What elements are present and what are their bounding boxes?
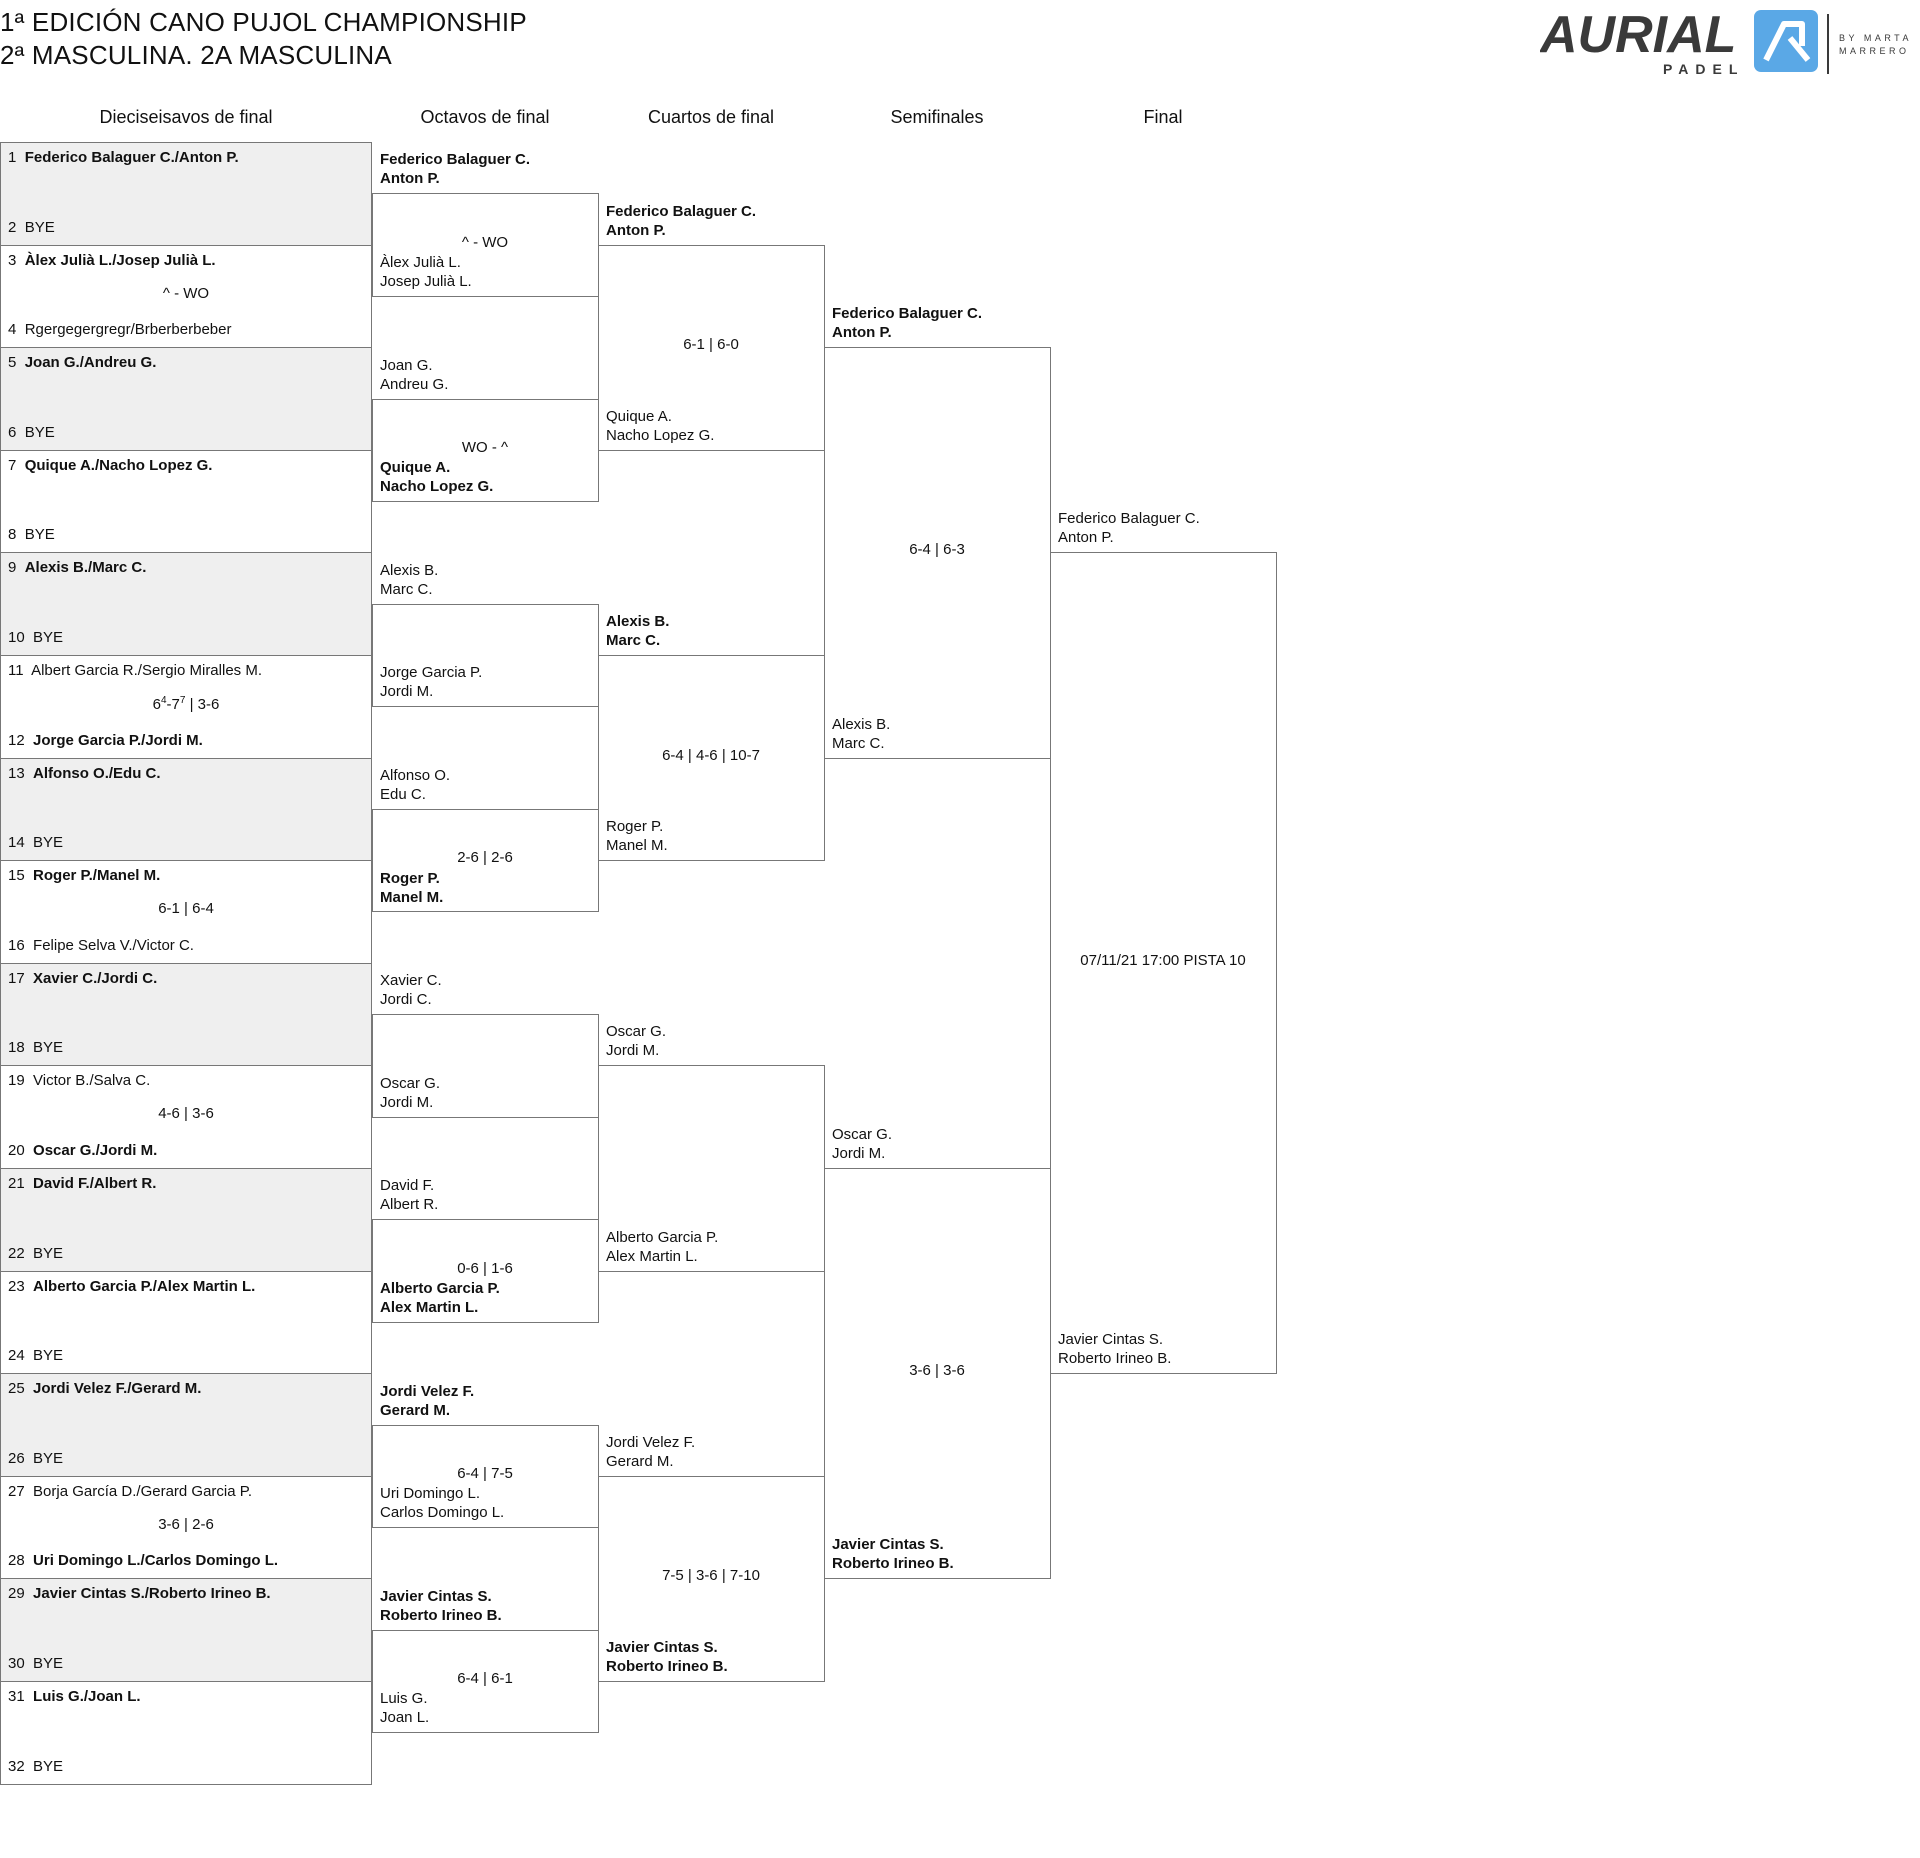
- player-name: Javier Cintas S.: [380, 1587, 492, 1605]
- match-score: [0, 695, 372, 713]
- seed-number: 27: [8, 1482, 25, 1500]
- r32-entry-bottom: [8, 424, 55, 441]
- qf-team-bottom: [606, 1638, 728, 1676]
- player-name: Marc C.: [832, 734, 885, 752]
- player-name: Manel M.: [380, 888, 444, 906]
- team-name: BYE: [33, 629, 64, 646]
- player-name: Alex Martin L.: [606, 1247, 698, 1265]
- seed-number: 21: [8, 1175, 25, 1192]
- team-name: Alberto Garcia P./Alex Martin L.: [33, 1277, 256, 1295]
- player-name: Alberto Garcia P.: [606, 1228, 719, 1246]
- team-name: Federico Balaguer C./Anton P.: [24, 149, 239, 166]
- r32-entry-bottom: [8, 321, 231, 338]
- player-name: Jorge Garcia P.: [380, 664, 483, 682]
- player-name: Oscar G.: [380, 1074, 441, 1092]
- player-name: Gerard M.: [606, 1452, 674, 1470]
- seed-number: 32: [8, 1757, 25, 1775]
- player-name: Jordi M.: [380, 683, 434, 701]
- r16-team-top: [380, 766, 450, 804]
- r32-entry-bottom: [8, 1039, 63, 1056]
- player-name: Federico Balaguer C.: [1058, 510, 1200, 528]
- player-name: David F.: [380, 1177, 435, 1195]
- r32-entry-top: [8, 1072, 150, 1089]
- seed-number: 9: [8, 559, 17, 577]
- qf-team-top: [606, 1433, 695, 1471]
- team-name: Uri Domingo L./Carlos Domingo L.: [33, 1552, 279, 1570]
- team-name: BYE: [33, 1244, 64, 1262]
- seed-number: 23: [8, 1277, 25, 1295]
- match-score: 6-1 | 6-0: [683, 336, 739, 354]
- team-name: Javier Cintas S./Roberto Irineo B.: [33, 1585, 271, 1603]
- r16-team-top: [380, 971, 442, 1009]
- player-name: Luis G.: [380, 1690, 428, 1708]
- player-name: Edu C.: [380, 785, 426, 803]
- r32-entry-top: [8, 1483, 252, 1500]
- team-name: Àlex Julià L./Josep Julià L.: [24, 251, 216, 269]
- player-name: Josep Julià L.: [380, 272, 472, 290]
- match-score: 4-6 | 3-6: [158, 1105, 214, 1123]
- logo-brand: AURIAL: [1540, 8, 1737, 64]
- player-name: Joan L.: [380, 1709, 430, 1727]
- match-score: 6-1 | 6-4: [158, 900, 214, 918]
- player-name: Federico Balaguer C.: [606, 202, 757, 220]
- r32-entry-top: [8, 559, 146, 576]
- team-name: Jorge Garcia P./Jordi M.: [33, 731, 203, 749]
- sf-team-top: [832, 304, 982, 342]
- player-name: Alberto Garcia P.: [380, 1279, 500, 1297]
- team-name: Roger P./Manel M.: [33, 867, 161, 885]
- score-part: 7: [179, 695, 186, 706]
- seed-number: 31: [8, 1688, 25, 1705]
- seed-number: 25: [8, 1380, 25, 1398]
- r32-entry-top: [8, 765, 161, 782]
- match-score: ^ - WO: [162, 284, 210, 302]
- r32-entry-bottom: [8, 1450, 63, 1467]
- match-score: 3-6 | 2-6: [158, 1515, 214, 1533]
- team-name: BYE: [24, 526, 55, 544]
- final-team-bottom: [1058, 1330, 1171, 1368]
- player-name: Andreu G.: [380, 375, 449, 393]
- team-name: Rgergegergregr/Brberberbeber: [24, 321, 232, 339]
- player-name: Jordi Velez F.: [606, 1433, 696, 1451]
- r32-entry-top: [8, 970, 157, 987]
- r32-entry-bottom: [8, 1347, 63, 1364]
- player-name: Jordi C.: [380, 991, 432, 1009]
- team-name: Alfonso O./Edu C.: [33, 764, 161, 782]
- player-name: Javier Cintas S.: [606, 1639, 718, 1656]
- team-name: Luis G./Joan L.: [33, 1688, 141, 1705]
- r16-team-top: [380, 1587, 502, 1625]
- seed-number: 18: [8, 1039, 25, 1057]
- player-name: Joan G.: [380, 356, 433, 374]
- player-name: Javier Cintas S.: [832, 1536, 944, 1554]
- r32-entry-bottom: [8, 1552, 278, 1569]
- r16-team-top: [380, 1382, 474, 1420]
- player-name: Nacho Lopez G.: [606, 426, 715, 444]
- player-name: Alexis B.: [380, 561, 439, 579]
- r32-entry-top: [8, 457, 212, 474]
- player-name: Jordi Velez F.: [380, 1382, 475, 1400]
- logo-by-line2: MARRERO: [1839, 46, 1910, 56]
- sf-team-bottom: [832, 715, 890, 753]
- r32-entry-bottom: [8, 526, 55, 543]
- score-part: 6: [152, 696, 161, 713]
- match-score: ^ - WO: [461, 233, 509, 251]
- final-team-top: [1058, 509, 1200, 547]
- qf-team-top: [606, 202, 756, 240]
- seed-number: 8: [8, 526, 17, 544]
- player-name: Roger P.: [606, 818, 664, 836]
- seed-number: 24: [8, 1347, 25, 1365]
- seed-number: 28: [8, 1552, 25, 1570]
- player-name: Federico Balaguer C.: [832, 305, 983, 323]
- player-name: Roberto Irineo B.: [832, 1555, 954, 1573]
- r32-entry-top: [8, 867, 160, 884]
- player-name: Anton P.: [380, 170, 440, 188]
- team-name: David F./Albert R.: [33, 1175, 157, 1192]
- r32-entry-top: [8, 1278, 255, 1295]
- seed-number: 14: [8, 834, 25, 852]
- logo-badge: [1754, 10, 1818, 72]
- team-name: BYE: [33, 1449, 64, 1467]
- player-name: Marc C.: [606, 632, 661, 649]
- player-name: Oscar G.: [606, 1023, 667, 1041]
- team-name: Alexis B./Marc C.: [24, 559, 147, 577]
- match-score: WO - ^: [461, 438, 509, 456]
- round-header-r16: Octavos de final: [420, 107, 550, 127]
- r16-team-bottom: [380, 1689, 429, 1727]
- team-name: BYE: [24, 218, 55, 236]
- player-name: Manel M.: [606, 837, 668, 855]
- match-score: 2-6 | 2-6: [457, 849, 513, 867]
- player-name: Jordi M.: [380, 1093, 434, 1111]
- player-name: Alex Martin L.: [380, 1298, 479, 1316]
- team-name: Victor B./Salva C.: [33, 1072, 151, 1090]
- seed-number: 17: [8, 969, 25, 987]
- seed-number: 10: [8, 629, 25, 646]
- r16-team-top: [380, 150, 530, 188]
- r32-entry-bottom: [8, 732, 203, 749]
- score-part: -7: [166, 696, 180, 713]
- r32-entry-top: [8, 1688, 141, 1705]
- r32-entry-bottom: [8, 1758, 63, 1775]
- player-name: Roberto Irineo B.: [1058, 1350, 1172, 1368]
- tournament-title: 1ª EDICIÓN CANO PUJOL CHAMPIONSHIP: [0, 7, 527, 37]
- r16-team-top: [380, 356, 448, 394]
- r32-entry-bottom: [8, 629, 63, 646]
- r32-entry-top: [8, 354, 156, 371]
- seed-number: 5: [8, 354, 17, 372]
- player-name: Roger P.: [380, 869, 440, 887]
- score-part: 4: [160, 695, 167, 706]
- team-name: Albert Garcia R./Sergio Miralles M.: [31, 662, 262, 679]
- round-header-r32: Dieciseisavos de final: [99, 107, 273, 127]
- r32-entry-bottom: [8, 1245, 63, 1262]
- r16-team-bottom: [380, 458, 493, 496]
- team-name: Quique A./Nacho Lopez G.: [24, 456, 213, 474]
- player-name: Anton P.: [1058, 529, 1114, 547]
- player-name: Alexis B.: [832, 715, 891, 733]
- aurial-padel-logo: [1540, 8, 1920, 78]
- qf-team-bottom: [606, 407, 714, 445]
- team-name: BYE: [33, 834, 64, 852]
- match-score: 6-4 | 4-6 | 10-7: [662, 746, 760, 764]
- player-name: Nacho Lopez G.: [380, 478, 494, 496]
- match-score: 6-4 | 7-5: [457, 1464, 513, 1482]
- player-name: Oscar G.: [832, 1126, 893, 1143]
- r16-team-top: [380, 561, 438, 599]
- logo-by-line1: BY MARTA: [1839, 33, 1913, 43]
- r16-team-bottom: [380, 1279, 500, 1317]
- r16-team-bottom: [380, 1074, 440, 1112]
- match-schedule: 07/11/21 17:00 PISTA 10: [1080, 951, 1246, 969]
- r32-entry-top: [8, 149, 239, 166]
- player-name: Alfonso O.: [380, 766, 451, 784]
- player-name: Marc C.: [380, 580, 433, 598]
- team-name: BYE: [33, 1039, 64, 1057]
- player-name: Àlex Julià L.: [380, 253, 461, 271]
- qf-team-top: [606, 612, 669, 650]
- team-name: Oscar G./Jordi M.: [33, 1142, 158, 1159]
- player-name: Jordi M.: [832, 1145, 886, 1162]
- player-name: Anton P.: [832, 324, 892, 342]
- match-score: 6-4 | 6-1: [457, 1670, 513, 1687]
- seed-number: 7: [8, 456, 17, 474]
- seed-number: 30: [8, 1655, 25, 1672]
- player-name: Quique A.: [606, 407, 672, 425]
- seed-number: 1: [8, 149, 17, 166]
- logo-sub: PADEL: [1663, 61, 1745, 77]
- sf-team-bottom: [832, 1535, 954, 1573]
- seed-number: 16: [8, 936, 25, 954]
- team-name: Felipe Selva V./Victor C.: [33, 936, 194, 954]
- r16-team-bottom: [380, 663, 482, 701]
- seed-number: 15: [8, 867, 25, 885]
- r16-team-top: [380, 1176, 438, 1214]
- player-name: Gerard M.: [380, 1401, 451, 1419]
- match-score: 6-4 | 6-3: [909, 541, 965, 559]
- r32-entry-top: [8, 662, 262, 679]
- r32-entry-top: [8, 252, 216, 269]
- r16-team-bottom: [380, 253, 472, 291]
- r32-entry-top: [8, 1380, 201, 1397]
- seed-number: 11: [8, 662, 24, 679]
- team-name: BYE: [33, 1655, 64, 1672]
- qf-team-bottom: [606, 817, 668, 855]
- team-name: BYE: [33, 1757, 64, 1775]
- seed-number: 13: [8, 764, 25, 782]
- round-header-final: Final: [1143, 107, 1183, 127]
- seed-number: 4: [8, 321, 17, 339]
- r32-entry-bottom: [8, 1142, 157, 1159]
- r32-entry-bottom: [8, 834, 63, 851]
- qf-team-bottom: [606, 1228, 718, 1266]
- player-name: Roberto Irineo B.: [606, 1658, 728, 1675]
- seed-number: 20: [8, 1142, 25, 1159]
- sf-team-top: [832, 1125, 892, 1163]
- player-name: Anton P.: [606, 221, 666, 239]
- match-score: 7-5 | 3-6 | 7-10: [662, 1567, 760, 1585]
- match-score: 0-6 | 1-6: [457, 1259, 513, 1277]
- team-name: BYE: [24, 423, 55, 441]
- r16-team-bottom: [380, 869, 443, 907]
- player-name: Federico Balaguer C.: [380, 151, 531, 169]
- player-name: Xavier C.: [380, 972, 442, 990]
- r16-team-bottom: [380, 1484, 504, 1522]
- player-name: Alexis B.: [606, 613, 670, 630]
- player-name: Jordi M.: [606, 1042, 660, 1060]
- r32-entry-bottom: [8, 219, 55, 236]
- player-name: Roberto Irineo B.: [380, 1606, 502, 1624]
- player-name: Carlos Domingo L.: [380, 1504, 505, 1522]
- round-header-qf: Cuartos de final: [647, 107, 775, 127]
- seed-number: 2: [8, 218, 17, 236]
- r32-entry-top: [8, 1175, 156, 1192]
- seed-number: 19: [8, 1072, 25, 1090]
- round-header-sf: Semifinales: [890, 107, 984, 127]
- seed-number: 6: [8, 423, 17, 441]
- team-name: Joan G./Andreu G.: [24, 354, 157, 372]
- match-score: 3-6 | 3-6: [909, 1362, 965, 1380]
- seed-number: 22: [8, 1244, 25, 1262]
- player-name: Uri Domingo L.: [380, 1485, 481, 1503]
- team-name: Jordi Velez F./Gerard M.: [33, 1380, 202, 1398]
- r32-entry-bottom: [8, 1655, 63, 1672]
- seed-number: 29: [8, 1585, 25, 1603]
- team-name: BYE: [33, 1347, 64, 1365]
- player-name: Quique A.: [380, 459, 451, 477]
- player-name: Javier Cintas S.: [1058, 1331, 1164, 1349]
- score-part: | 3-6: [185, 696, 220, 713]
- team-name: Borja García D./Gerard Garcia P.: [33, 1482, 253, 1500]
- category-title: 2ª MASCULINA. 2A MASCULINA: [0, 40, 392, 70]
- player-name: Albert R.: [380, 1196, 439, 1214]
- seed-number: 26: [8, 1449, 25, 1467]
- qf-team-top: [606, 1022, 666, 1060]
- r32-entry-top: [8, 1585, 271, 1602]
- team-name: Xavier C./Jordi C.: [33, 969, 158, 987]
- r32-entry-bottom: [8, 937, 194, 954]
- seed-number: 12: [8, 731, 25, 749]
- seed-number: 3: [8, 251, 17, 269]
